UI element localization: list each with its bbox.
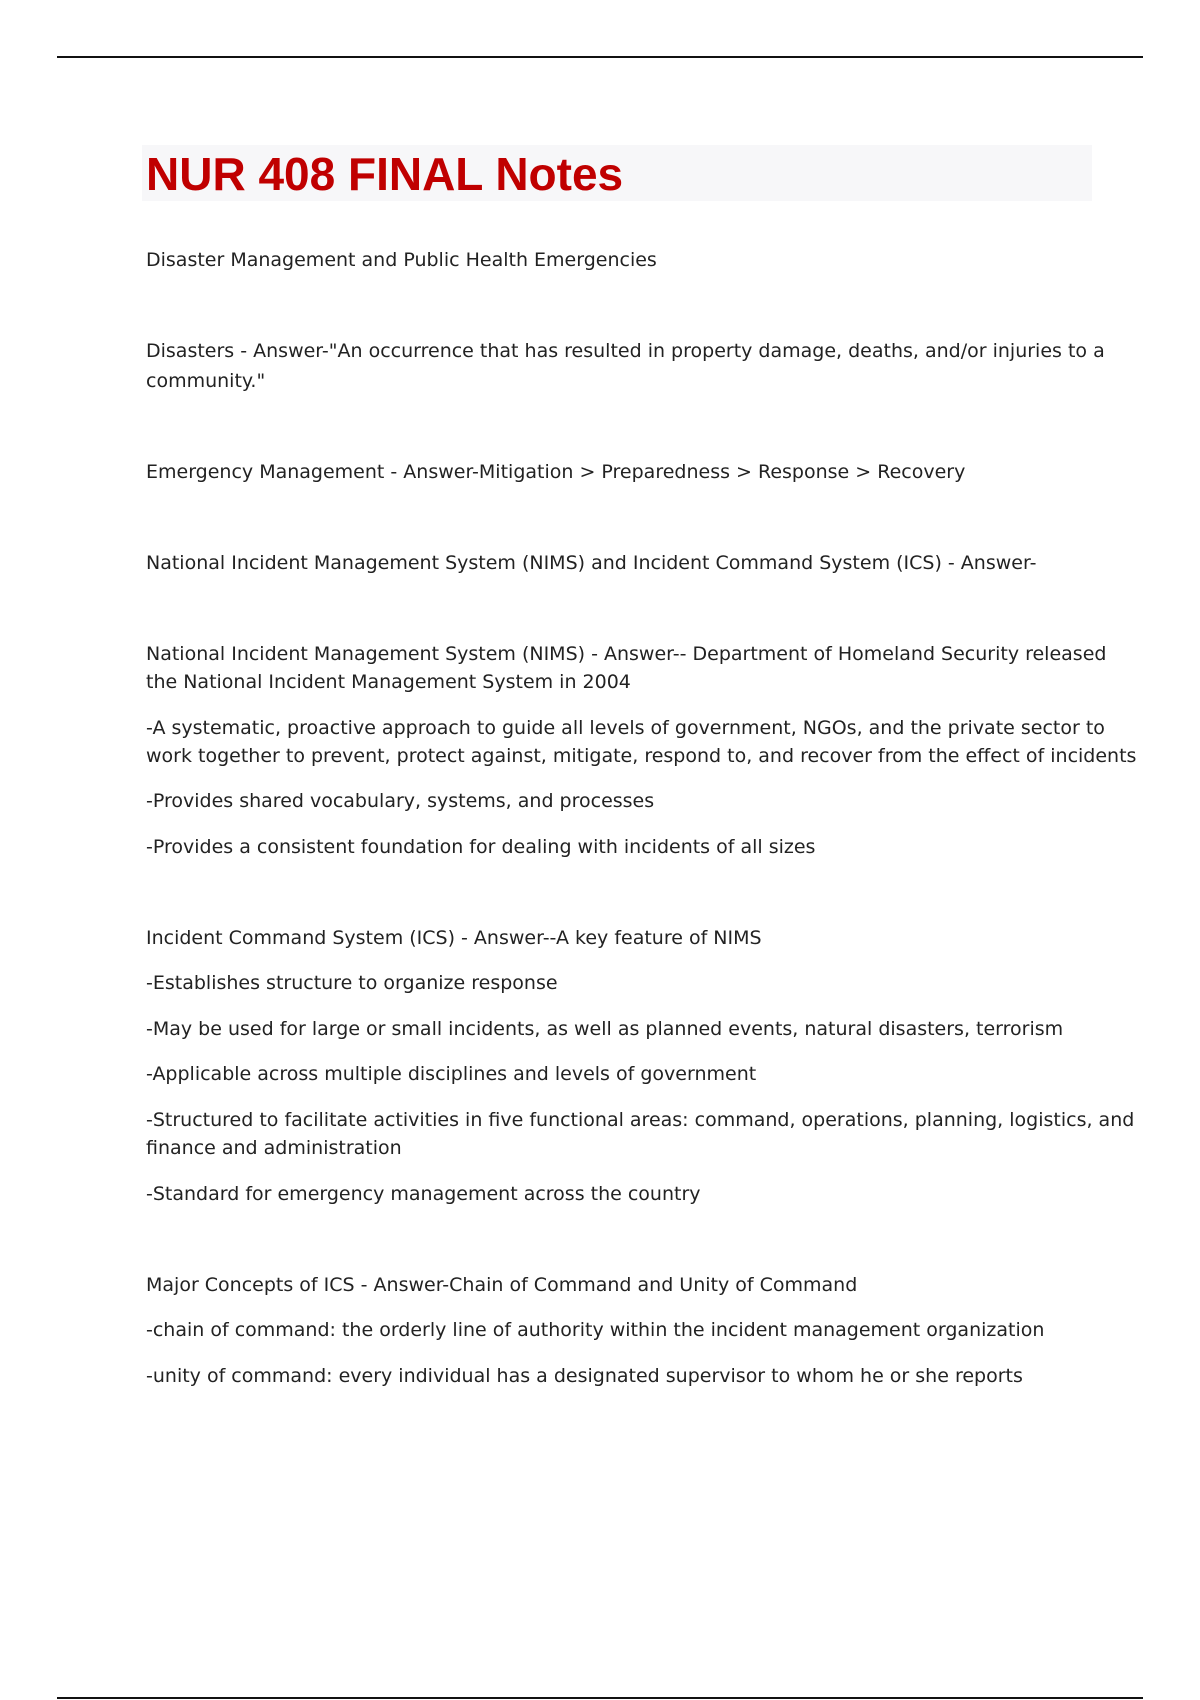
entry-nims-line-2: the National Incident Management System in 2004	[146, 671, 631, 693]
entry-ics-bullet-2: -May be used for large or small incidents, as well as planned events, natural disasters, terrorism	[146, 1018, 1064, 1040]
entry-major-concepts-bullet-2: -unity of command: every individual has a designated supervisor to whom he or she reports	[146, 1365, 1023, 1387]
entry-ics-line-1: Incident Command System (ICS) - Answer--A key feature of NIMS	[146, 927, 762, 949]
entry-ics-bullet-4a: -Structured to facilitate activities in five functional areas: command, operations, planning, logistics, and	[146, 1109, 1135, 1131]
top-rule	[57, 56, 1143, 58]
entry-major-concepts: Major Concepts of ICS - Answer-Chain of Command and Unity of Command	[146, 1274, 858, 1296]
entry-disasters-line-2: community."	[146, 370, 266, 392]
entry-ics-bullet-5: -Standard for emergency management across the country	[146, 1183, 701, 1205]
entry-nims-bullet-2: -Provides shared vocabulary, systems, and processes	[146, 790, 655, 812]
document-title: NUR 408 FINAL Notes	[146, 148, 624, 200]
entry-ics-bullet-4b: finance and administration	[146, 1137, 402, 1159]
entry-nims-line-1: National Incident Management System (NIMS) - Answer-- Department of Homeland Security released	[146, 643, 1107, 665]
entry-emergency-management: Emergency Management - Answer-Mitigation > Preparedness > Response > Recovery	[146, 461, 966, 483]
section-heading: Disaster Management and Public Health Emergencies	[146, 249, 657, 271]
entry-ics-bullet-3: -Applicable across multiple disciplines and levels of government	[146, 1063, 757, 1085]
entry-major-concepts-bullet-1: -chain of command: the orderly line of authority within the incident management organization	[146, 1319, 1045, 1341]
entry-nims-bullet-1a: -A systematic, proactive approach to guide all levels of government, NGOs, and the private sector to	[146, 717, 1105, 739]
bottom-rule	[57, 1697, 1143, 1699]
entry-ics-bullet-1: -Establishes structure to organize response	[146, 972, 558, 994]
entry-nims-ics: National Incident Management System (NIMS) and Incident Command System (ICS) - Answer-	[146, 552, 1037, 574]
entry-nims-bullet-3: -Provides a consistent foundation for dealing with incidents of all sizes	[146, 836, 816, 858]
entry-nims-bullet-1b: work together to prevent, protect against, mitigate, respond to, and recover from the effect of incidents	[146, 745, 1137, 767]
entry-disasters-line-1: Disasters - Answer-"An occurrence that has resulted in property damage, deaths, and/or injuries to a	[146, 340, 1105, 362]
